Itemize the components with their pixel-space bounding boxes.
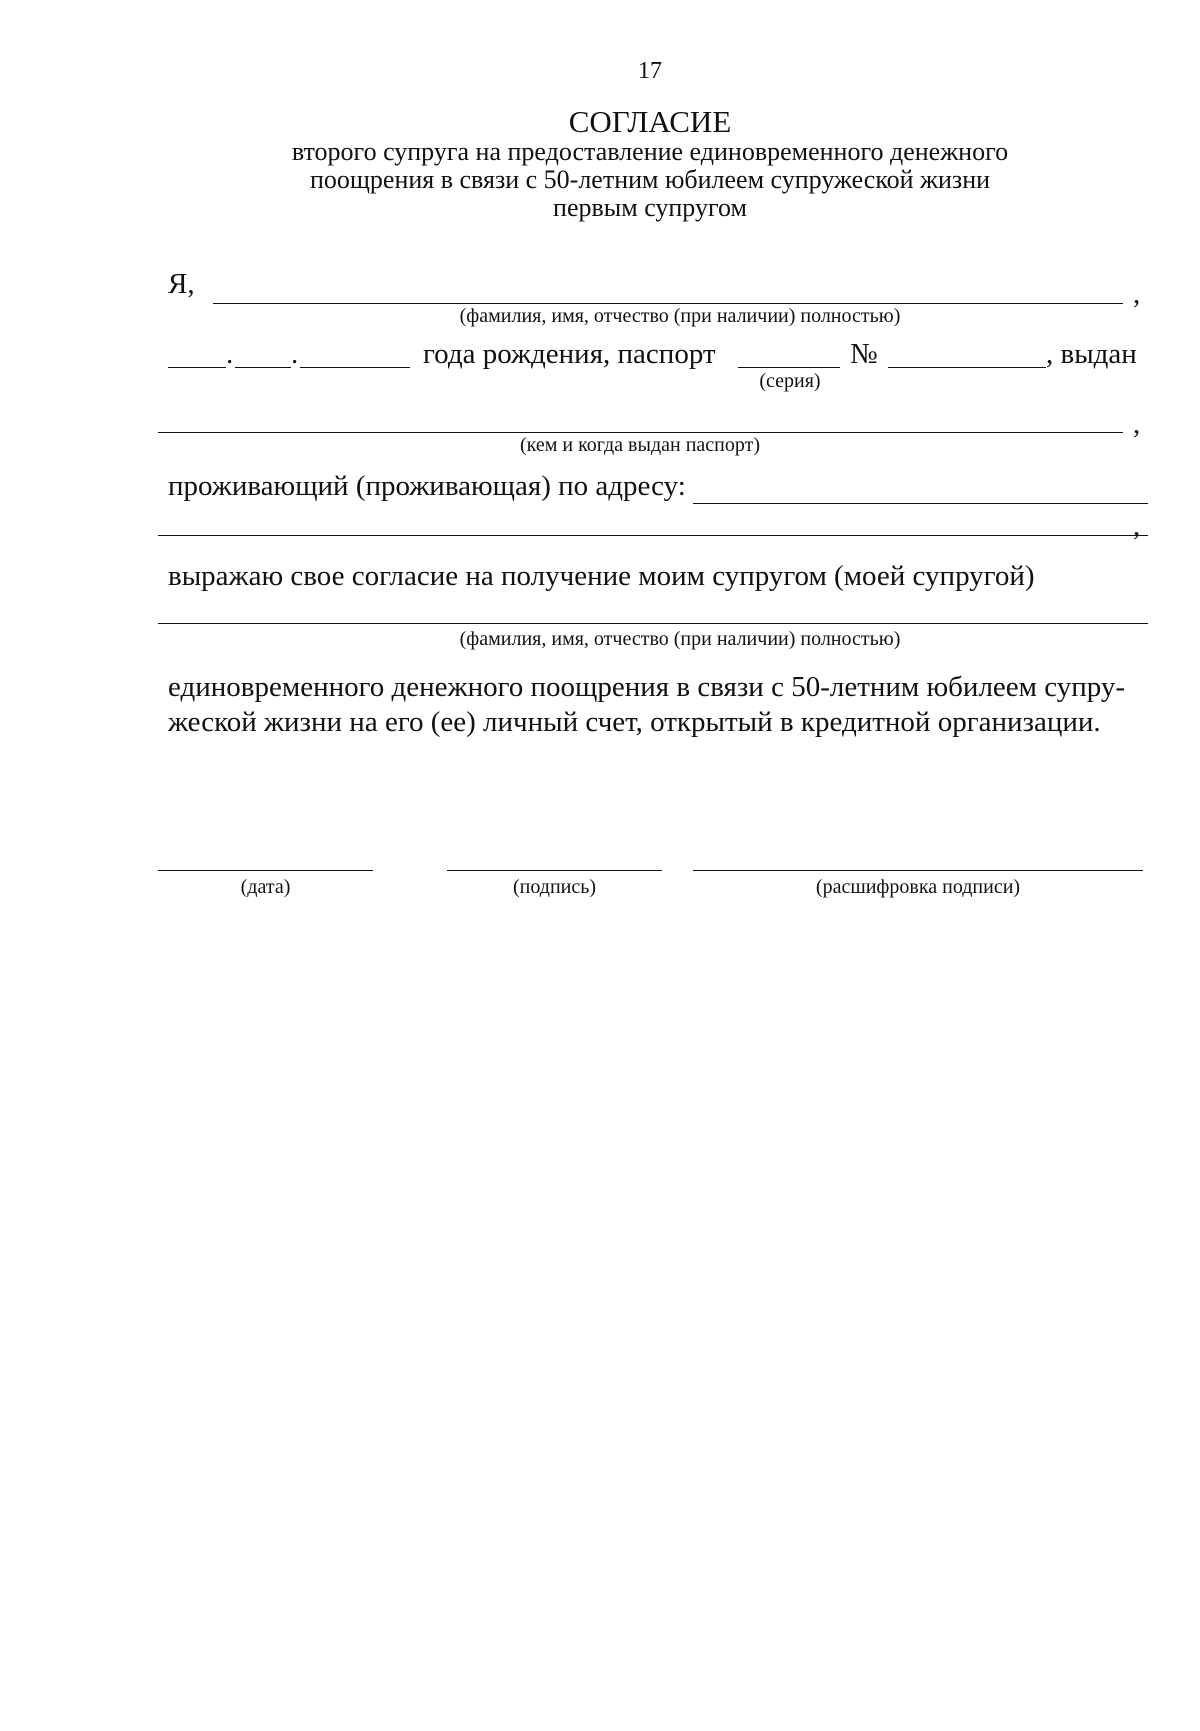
passport-issuer-field[interactable]	[158, 432, 1123, 433]
birth-month-field[interactable]	[235, 367, 291, 368]
signature-field[interactable]	[447, 870, 662, 871]
date-dot-1: .	[226, 338, 234, 370]
date-dot-2: .	[291, 338, 299, 370]
fio-caption: (фамилия, имя, отчество (при наличии) полностью)	[459, 305, 901, 327]
date-field[interactable]	[158, 870, 373, 871]
decode-caption: (расшифровка подписи)	[815, 876, 1021, 898]
comma-1: ,	[1133, 278, 1141, 310]
ya-label: Я,	[168, 268, 195, 300]
subtitle-line-2: поощрения в связи с 50-летним юбилеем супружеской жизни	[309, 165, 991, 194]
comma-3: ,	[1133, 510, 1141, 542]
passport-number-field[interactable]	[888, 367, 1046, 368]
subtitle-line-1: второго супруга на предоставление единовременного денежного	[291, 137, 1009, 166]
address-field-2[interactable]	[158, 535, 1148, 536]
body-line-2: жеской жизни на его (ее) личный счет, открытый в кредитной организации.	[168, 706, 1101, 738]
signature-decode-field[interactable]	[693, 870, 1143, 871]
issued-text: , выдан	[1046, 338, 1137, 370]
birth-year-field[interactable]	[300, 367, 410, 368]
address-label: проживающий (проживающая) по адресу:	[168, 470, 686, 502]
page-number: 17	[638, 58, 662, 84]
issuer-caption: (кем и когда выдан паспорт)	[519, 434, 760, 456]
date-caption: (дата)	[240, 876, 291, 898]
number-sign: №	[850, 338, 878, 370]
consent-text: выражаю свое согласие на получение моим супругом (моей супругой)	[168, 560, 1035, 592]
address-field-1[interactable]	[693, 503, 1148, 504]
fio-field[interactable]	[213, 303, 1123, 304]
subtitle-line-3: первым супругом	[553, 193, 747, 222]
spouse-caption: (фамилия, имя, отчество (при наличии) полностью)	[459, 628, 901, 650]
birth-text: года рождения, паспорт	[423, 338, 716, 370]
signature-caption: (подпись)	[512, 876, 597, 898]
comma-2: ,	[1133, 408, 1141, 440]
passport-series-field[interactable]	[738, 367, 840, 368]
document-title: СОГЛАСИЕ	[568, 104, 732, 139]
body-line-1: единовременного денежного поощрения в связи с 50-летним юбилеем супру-	[168, 671, 1126, 703]
spouse-fio-field[interactable]	[158, 623, 1148, 624]
series-caption: (серия)	[759, 370, 821, 392]
birth-day-field[interactable]	[168, 367, 226, 368]
